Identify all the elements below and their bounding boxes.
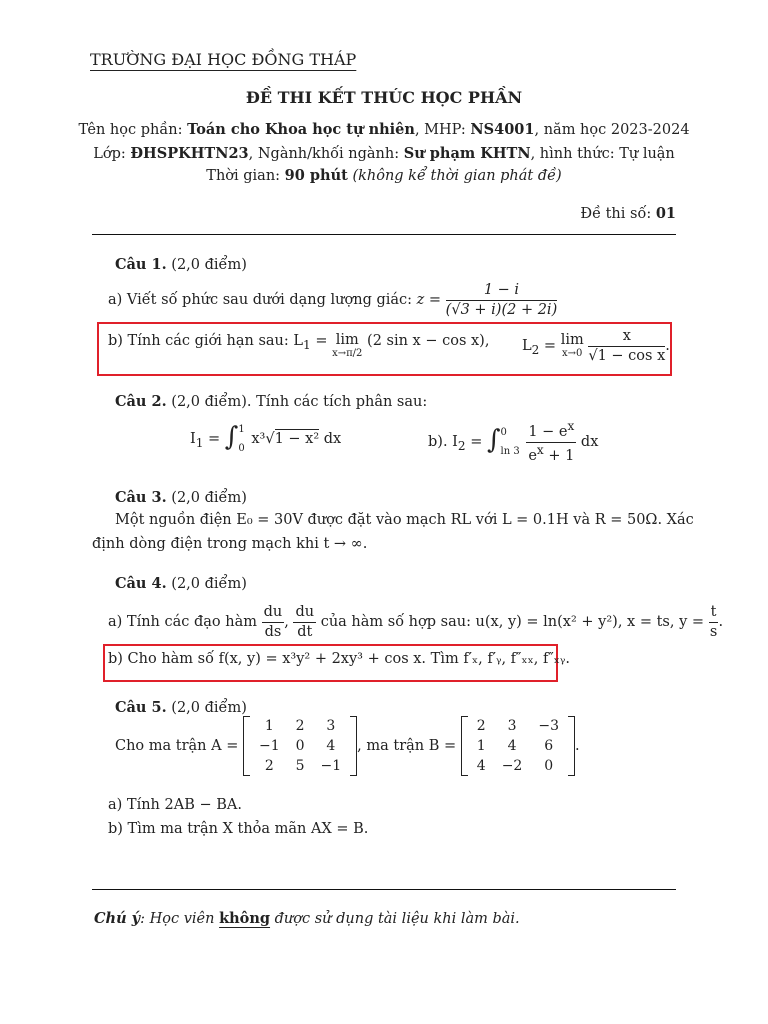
matrix-b-cell: −2 xyxy=(501,758,523,774)
q3-text-line1: Một nguồn điện E₀ = 30V được đặt vào mạch RL với L = 0.1H và R = 50Ω. Xác xyxy=(115,512,694,528)
integral-I1: $I_1$ = ∫ 1 0 x³√1 − x² dx xyxy=(190,422,342,454)
matrix-a-cell: 3 xyxy=(326,718,336,734)
class-name: ĐHSPKHTN23 xyxy=(130,145,249,162)
matrix-a-cell: −1 xyxy=(258,738,280,754)
q3-text-line2: định dòng điện trong mạch khi t → ∞. xyxy=(92,536,368,552)
matrix-a xyxy=(243,716,357,776)
matrix-b-row xyxy=(469,736,567,756)
matrix-b-cell: 2 xyxy=(476,718,486,734)
exam-number: Đề thi số: 01 xyxy=(580,205,676,222)
q5-heading: Câu 5. (2,0 điểm) xyxy=(115,699,247,716)
matrix-a-row xyxy=(251,736,349,756)
q4-heading: Câu 4. (2,0 điểm) xyxy=(115,575,247,592)
q1a-formula: z = $\frac{1 - i}{(√3 + i)(2 + 2i)}$ xyxy=(416,282,558,318)
exam-duration: 90 phút xyxy=(284,167,348,184)
course-line: Tên học phần: Toán cho Khoa học tự nhiên, MHP: NS4001, năm học 2023-2024 xyxy=(78,121,690,138)
matrix-a-cell: 5 xyxy=(295,758,305,774)
footer-note: Chú ý: Học viên không được sử dụng tài liệu khi làm bài. xyxy=(94,910,520,927)
q1-part-b: b) Tính các giới hạn sau: $L_1 = \lim$ x→π/2 (2 sin x − cos x), xyxy=(108,332,490,359)
time-line: Thời gian: 90 phút (không kể thời gian phát đề) xyxy=(206,167,562,184)
matrix-b-cell: 4 xyxy=(507,738,517,754)
matrix-b-cell: 3 xyxy=(507,718,517,734)
limit-L2: $L_2 = \lim$ x→0 $\frac{x}{\text{√1 − cos x}}$ . xyxy=(522,328,670,364)
school-name: TRƯỜNG ĐẠI HỌC ĐỒNG THÁP xyxy=(90,50,357,69)
note-emphasis: không xyxy=(219,910,271,927)
q5-part-a: a) Tính 2AB − BA. xyxy=(108,797,242,813)
time-note: (không kể thời gian phát đề) xyxy=(352,168,562,184)
note-label: Chú ý xyxy=(94,910,141,927)
matrix-b-cell: 4 xyxy=(476,758,486,774)
integral-I2: b). $I_2$ = ∫ 0 ln 3 $\frac{1 - e^x}{e^x + 1}$ dx xyxy=(428,419,599,464)
matrix-b-cell: −3 xyxy=(538,718,559,734)
matrix-a-cell: 2 xyxy=(264,758,274,774)
matrix-a-cell: 4 xyxy=(326,738,336,754)
q2-heading: Câu 2. (2,0 điểm). Tính các tích phân sau: xyxy=(115,393,428,410)
class-line: Lớp: ĐHSPKHTN23, Ngành/khối ngành: Sư phạm KHTN, hình thức: Tự luận xyxy=(93,145,675,162)
q1-part-a: a) Viết số phức sau dưới dạng lượng giác: z = $\frac{1 - i}{(√3 + i)(2 + 2i)}$ xyxy=(108,282,558,318)
matrix-a-cell: 0 xyxy=(295,738,305,754)
matrix-b-row xyxy=(469,716,567,736)
limit-L1: $L_1 = \lim$ x→π/2 (2 sin x − cos x), xyxy=(293,332,490,359)
q5-matrices: Cho ma trận A = 1 2 3 −1 0 4 2 5 −1 , ma trận B = 2 3 −3 1 4 6 4 −2 0 . xyxy=(115,718,580,774)
matrix-b-row xyxy=(469,756,567,776)
matrix-a-row xyxy=(251,756,349,776)
course-name: Toán cho Khoa học tự nhiên xyxy=(187,121,415,138)
exam-title: ĐỀ THI KẾT THÚC HỌC PHẦN xyxy=(245,88,523,107)
matrix-a-cell: −1 xyxy=(320,758,342,774)
matrix-a-row xyxy=(251,716,349,736)
q4-part-a: a) Tính các đạo hàm $\frac{du}{ds}$ , $\frac{du}{dt}$ của hàm số hợp sau: u(x, y) = ln(x² + y²), x = ts, y = $\frac{t}{s}$ . xyxy=(108,604,724,640)
matrix-a-cell: 2 xyxy=(295,718,305,734)
top-divider xyxy=(92,234,676,235)
matrix-b-cell: 1 xyxy=(476,738,486,754)
q3-heading: Câu 3. (2,0 điểm) xyxy=(115,489,247,506)
q4-part-b: b) Cho hàm số f(x, y) = x³y² + 2xy³ + cos x. Tìm f′ₓ, f′ᵧ, f″ₓₓ, f″ₓᵧ. xyxy=(108,651,570,667)
matrix-b-cell: 6 xyxy=(544,738,554,754)
major: Sư phạm KHTN xyxy=(403,145,531,162)
q5-part-b: b) Tìm ma trận X thỏa mãn AX = B. xyxy=(108,821,369,837)
course-code: NS4001 xyxy=(470,121,535,138)
bottom-divider xyxy=(92,889,676,890)
matrix-b-cell: 0 xyxy=(544,758,554,774)
q1-heading: Câu 1. (2,0 điểm) xyxy=(115,256,247,273)
matrix-b xyxy=(461,716,575,776)
matrix-a-cell: 1 xyxy=(264,718,274,734)
